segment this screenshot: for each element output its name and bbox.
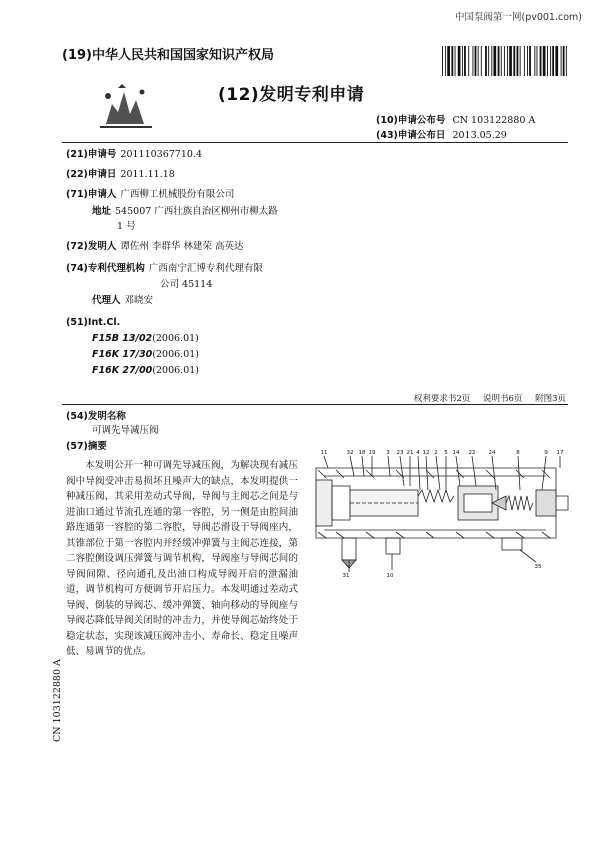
abstract-label	[66, 440, 107, 453]
barcode-bar	[563, 46, 565, 76]
application-number-label: (21)申请号	[66, 149, 117, 160]
barcode-bar	[498, 46, 500, 76]
figure-reference-label: 12	[422, 450, 430, 456]
figure-reference-label: 23	[396, 450, 404, 456]
barcode-bar	[462, 46, 463, 76]
barcode-bar	[445, 46, 446, 76]
figure-reference-label: 21	[406, 450, 414, 456]
barcode-bar	[509, 46, 512, 76]
patent-agency	[66, 262, 263, 275]
figure-reference-label: 8	[516, 450, 520, 456]
ipc-version: (2006.01)	[152, 365, 199, 376]
barcode-bar	[504, 46, 505, 76]
barcode-bar	[529, 46, 531, 76]
abstract-text: 本发明公开一种可调先导减压阀，为解决现有减压阀中导阀受冲击易损坏且噪声大的缺点，本发明提供一种减压阀，其采用差动式导阀，导阀与主阀芯之间是与进油口通过节流孔连通的第一容腔，另一侧是由腔间油路连通第一容腔的第二容腔，导阀芯滑设于导阀座内，其锥部位于第一容腔内并经缓冲弹簧与主阀芯连接，第二容腔侧设调压弹簧与调节机构，导阀座与导阀芯间的导阀间隙、径向通孔及出油口构成导阀开启的泄漏油道，调节机构可方便调节开启压力。本发明通过差动式导阀、倒装的导阀芯、缓冲弹簧、轴向移动的导阀座与导阀芯降低导阀关闭时的冲击力，并使导阀芯始终处于稳定状态，实现该减压阀冲击小、寿命长、稳定且噪声低、易调节的优点。	[66, 460, 298, 657]
applicant-value: 广西柳工机械股份有限公司	[120, 189, 235, 200]
barcode-bar	[540, 46, 542, 76]
ipc-item	[92, 364, 199, 377]
barcode-bar	[566, 46, 567, 76]
applicant-label: (71)申请人	[66, 189, 117, 200]
barcode-bar	[478, 46, 479, 76]
barcode-bar	[455, 46, 456, 76]
applicant-address	[92, 205, 278, 218]
figure-reference-label: 4	[416, 450, 420, 456]
publication-number	[376, 112, 535, 126]
barcode-bar	[513, 46, 515, 76]
agency-label: (74)专利代理机构	[66, 263, 145, 274]
barcode-bar	[458, 46, 461, 76]
figure-reference-label: 19	[368, 450, 376, 456]
inventors-value: 谭佐州 李群华 林建荣 高英达	[120, 241, 244, 252]
ipc-item	[92, 332, 199, 345]
abstract-label-text: (57)摘要	[66, 441, 107, 452]
application-date-value: 2011.11.18	[120, 169, 175, 180]
figure-reference-label: 2	[434, 450, 438, 456]
side-publication-code: CN 103122880 A	[52, 659, 63, 742]
figure-reference-label: 14	[452, 450, 460, 456]
figure-reference-label: 31	[342, 573, 350, 578]
document-type: (12)发明专利申请	[218, 85, 365, 105]
barcode-bar	[442, 46, 443, 76]
figure-reference-label: 5	[444, 450, 448, 456]
address-line-1: 545007 广西壮族自治区柳州市柳太路	[115, 206, 278, 217]
claims-pages: 权利要求书2页	[413, 394, 471, 404]
barcode-bar	[520, 46, 521, 76]
agent-label: 代理人	[92, 295, 121, 306]
barcode-bar	[507, 46, 508, 76]
publication-date-value: 2013.05.29	[452, 130, 507, 141]
section-divider	[62, 404, 568, 405]
barcode-bar	[543, 46, 546, 76]
figure-reference-label: 3	[386, 450, 390, 456]
barcode-bar	[561, 46, 562, 76]
barcode-bar	[493, 46, 496, 76]
figure-reference-label: 9	[544, 450, 548, 456]
ipc-item	[92, 348, 199, 361]
ipc-version: (2006.01)	[152, 333, 199, 344]
barcode-bar	[488, 46, 489, 76]
application-number-value: 201110367710.4	[120, 149, 203, 160]
barcode-bar	[464, 46, 466, 76]
office-emblem	[98, 84, 154, 128]
ipc-code: F15B 13/02	[92, 333, 153, 344]
application-date	[66, 168, 175, 181]
figure-reference-label: 22	[468, 450, 476, 456]
ipc-classification	[66, 316, 120, 329]
agency-value-line-1: 广西南宁汇博专利代理有限	[148, 263, 263, 274]
figure-reference-label: 18	[358, 450, 366, 456]
publication-date-label: (43)申请公布日	[376, 130, 446, 141]
figure-reference-label: 24	[488, 450, 496, 456]
address-line-2: 1 号	[117, 221, 136, 232]
barcode-bar	[472, 46, 473, 76]
agency-value-line-2: 公司 45114	[160, 279, 213, 290]
barcode-bar	[555, 46, 558, 76]
application-date-label: (22)申请日	[66, 169, 117, 180]
invention-title-label	[66, 410, 126, 423]
applicant	[66, 188, 234, 201]
site-watermark: 中国泵阀第一网(pv001.com)	[454, 12, 582, 23]
barcode-bar	[534, 46, 535, 76]
invention-title: 可调先导减压阀	[92, 425, 159, 436]
ipc-code: F16K 17/30	[92, 349, 153, 360]
agent-value: 邓晓安	[124, 295, 154, 306]
ipc-label: (51)Int.Cl.	[66, 317, 121, 328]
valve-cross-section-drawing	[306, 446, 574, 578]
figure-reference-label: 11	[320, 450, 328, 456]
publication-number-value: CN 103122880 A	[452, 115, 536, 126]
figure-reference-label: 17	[556, 450, 564, 456]
inventors	[66, 240, 243, 253]
inventors-label: (72)发明人	[66, 241, 117, 252]
barcode-bar	[537, 46, 538, 76]
page-count-summary	[404, 392, 566, 404]
agent	[92, 294, 153, 307]
header-divider	[62, 142, 568, 143]
barcode-bar	[491, 46, 492, 76]
figure-reference-label: 32	[346, 450, 354, 456]
address-label: 地址	[92, 206, 112, 217]
barcode-bar	[485, 46, 487, 76]
barcode-bar	[552, 46, 554, 76]
barcode-bar	[517, 46, 519, 76]
publication-number-label: (10)申请公布号	[376, 115, 446, 126]
barcode-bar	[550, 46, 551, 76]
title-label: (54)发明名称	[66, 411, 126, 422]
publication-date	[376, 127, 507, 141]
barcode-bar	[475, 46, 477, 76]
office-name: (19)中华人民共和国国家知识产权局	[62, 48, 274, 63]
drawing-pages: 附图3页	[535, 394, 566, 404]
barcode	[442, 46, 568, 76]
barcode-bar	[481, 46, 482, 76]
barcode-bar	[524, 46, 525, 76]
barcode-bar	[527, 46, 528, 76]
ipc-code: F16K 27/00	[92, 365, 153, 376]
figure-reference-label: 35	[534, 564, 542, 570]
barcode-bar	[451, 46, 453, 76]
ipc-version: (2006.01)	[152, 349, 199, 360]
barcode-bar	[468, 46, 469, 76]
barcode-bar	[447, 46, 450, 76]
barcode-bar	[501, 46, 502, 76]
figure-reference-label: 10	[386, 573, 394, 578]
barcode-bar	[547, 46, 548, 76]
application-number	[66, 148, 202, 161]
description-pages: 说明书6页	[482, 394, 523, 404]
